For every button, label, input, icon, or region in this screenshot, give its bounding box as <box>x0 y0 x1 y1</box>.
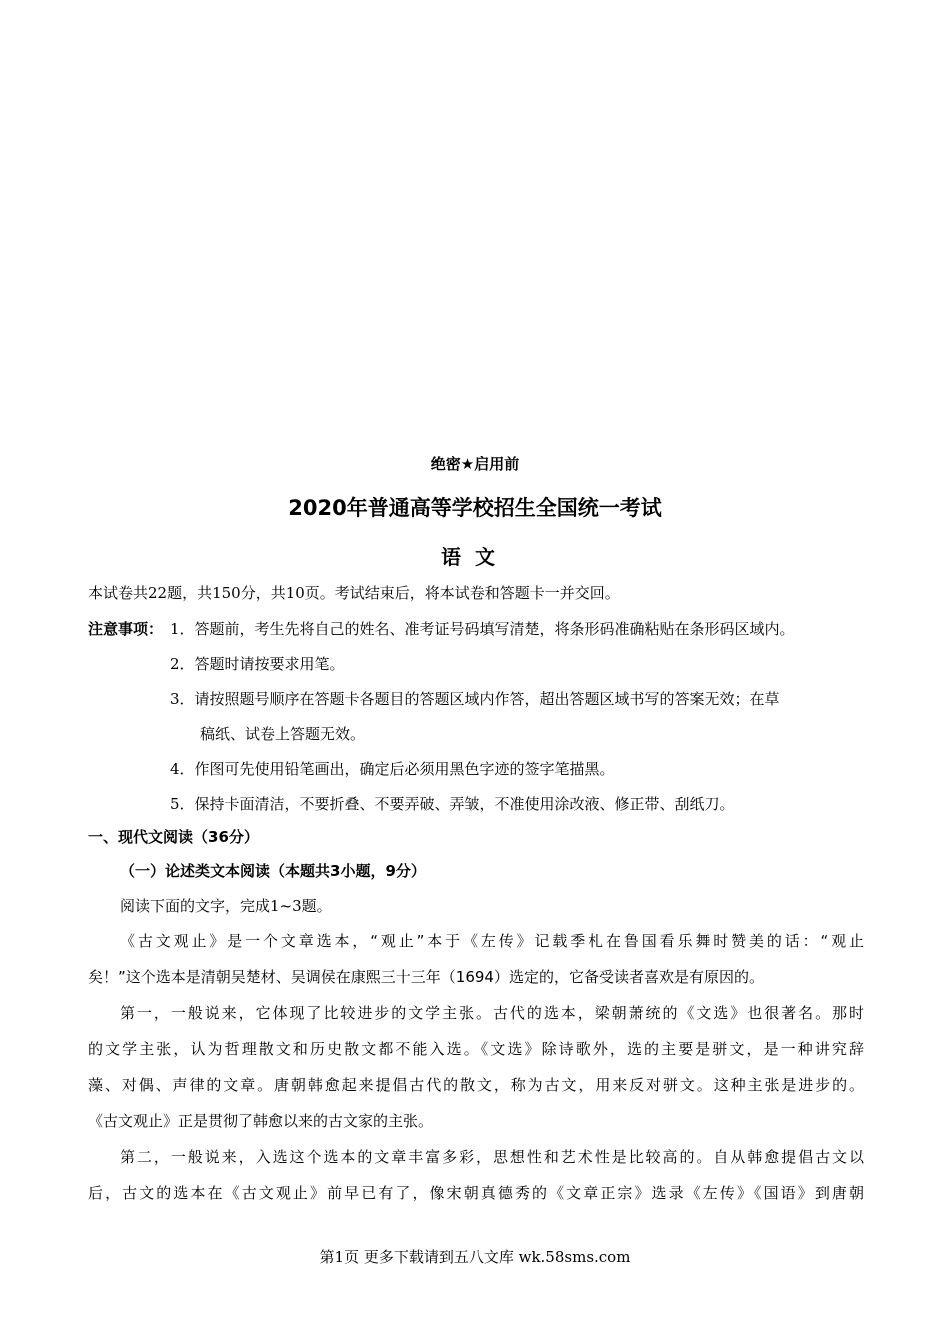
passage-line: 藻、对偶、声律的文章。唐朝韩愈起来提倡古代的散文，称为古文，用来反对骈文。这种主张是进步的。 <box>88 1076 864 1094</box>
passage-line: 第一，一般说来，它体现了比较进步的文学主张。古代的选本，梁朝萧统的《文选》也很著名。那时 <box>120 1004 864 1022</box>
passage-line: 《古文观止》是一个文章选本，“观止”本于《左传》记载季札在鲁国看乐舞时赞美的话：“观止 <box>120 932 864 950</box>
notice-item-3: 3．请按照题号顺序在答题卡各题目的答题区域内作答，超出答题区域书写的答案无效；在草 <box>170 690 780 708</box>
passage-line: 《古文观止》正是贯彻了韩愈以来的古文家的主张。 <box>88 1112 434 1130</box>
exam-intro: 本试卷共22题，共150分，共10页。考试结束后，将本试卷和答题卡一并交回。 <box>88 584 620 602</box>
notice-item-5: 5．保持卡面清洁，不要折叠、不要弄破、弄皱，不准使用涂改液、修正带、刮纸刀。 <box>170 795 735 813</box>
notice-item-3-continued: 稿纸、试卷上答题无效。 <box>200 725 366 743</box>
notice-item-1: 1．答题前，考生先将自己的姓名、准考证号码填写清楚，将条形码准确粘贴在条形码区域内。 <box>170 620 795 638</box>
notice-label: 注意事项： <box>88 620 164 638</box>
page-footer: 第1页 更多下载请到五八文库 wk.58sms.com <box>319 1248 631 1266</box>
reading-instruction: 阅读下面的文字，完成1~3题。 <box>120 897 332 915</box>
passage-line: 后，古文的选本在《古文观止》前早已有了，像宋朝真德秀的《文章正宗》选录《左传》《国语》到唐朝 <box>88 1184 864 1202</box>
passage-line: 第二，一般说来，入选这个选本的文章丰富多彩，思想性和艺术性是比较高的。自从韩愈提倡古文以 <box>120 1148 864 1166</box>
subsection-heading: （一）论述类文本阅读（本题共3小题，9分） <box>120 862 426 880</box>
exam-title: 2020年普通高等学校招生全国统一考试 <box>288 496 662 520</box>
subject-title: 语文 <box>441 545 509 569</box>
section-heading: 一、现代文阅读（36分） <box>88 828 259 846</box>
confidential-mark: 绝密★启用前 <box>430 455 520 473</box>
passage-line: 矣！”这个选本是清朝吴楚材、吴调侯在康熙三十三年（1694）选定的，它备受读者喜欢是有原因的。 <box>88 968 764 986</box>
notice-item-4: 4．作图可先使用铅笔画出，确定后必须用黑色字迹的签字笔描黑。 <box>170 760 615 778</box>
passage-line: 的文学主张，认为哲理散文和历史散文都不能入选。《文选》除诗歌外，选的主要是骈文，是一种讲究辞 <box>88 1040 864 1058</box>
notice-item-2: 2．答题时请按要求用笔。 <box>170 655 345 673</box>
